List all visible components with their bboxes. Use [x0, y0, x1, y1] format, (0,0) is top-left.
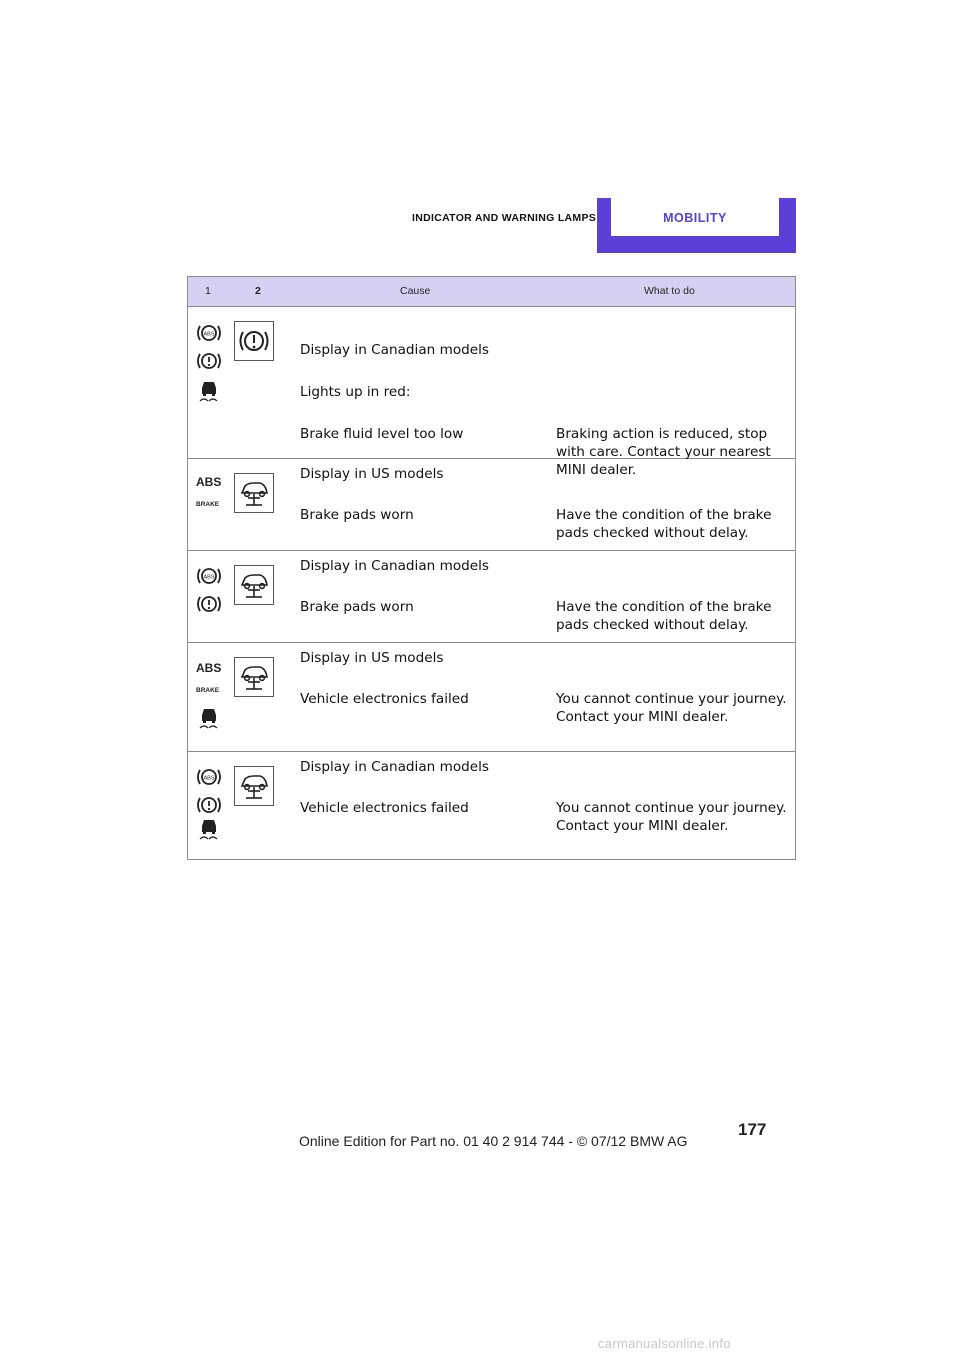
car-lift-icon: [234, 565, 274, 605]
row-subtitle: Lights up in red:: [300, 384, 411, 400]
abs-text-icon: ABS: [196, 475, 222, 489]
table-header: [188, 277, 795, 307]
row-region: Display in Canadian models: [300, 558, 489, 574]
car-lift-icon: [234, 657, 274, 697]
row-cause: Vehicle electronics failed: [300, 691, 469, 707]
row-cause: Brake fluid level too low: [300, 426, 464, 442]
row-cause: Brake pads worn: [300, 599, 414, 615]
row-region: Display in Canadian models: [300, 342, 489, 358]
row-region: Display in US models: [300, 650, 444, 666]
stability-control-icon: [196, 703, 222, 729]
brake-text-icon: BRAKE: [196, 501, 220, 508]
row-region: Display in Canadian models: [300, 759, 489, 775]
car-lift-icon: [234, 766, 274, 806]
abs-circle-icon: [196, 766, 222, 846]
car-lift-icon: [234, 473, 274, 513]
col-header-cause: Cause: [400, 285, 431, 297]
svg-text:ABS: ABS: [203, 574, 215, 581]
table-row: [188, 752, 795, 859]
row-cause: Vehicle electronics failed: [300, 800, 469, 816]
table-row: [188, 551, 795, 643]
row-what-to-do: Have the condition of the brake pads checked without delay.: [556, 599, 772, 633]
table-row: [188, 459, 795, 551]
row-region: Display in US models: [300, 466, 444, 482]
page-number: 177: [738, 1120, 767, 1139]
brake-text-icon: BRAKE: [196, 687, 220, 694]
indicator-icons: [196, 475, 222, 508]
row-what-to-do: You cannot continue your journey. Contact your MINI dealer.: [556, 800, 787, 834]
chapter-tab: [597, 198, 796, 253]
abs-circle-icon: [196, 565, 222, 615]
brake-warning-icon: [234, 321, 274, 361]
indicator-icons: [196, 565, 222, 619]
col-header-1: 1: [205, 285, 211, 297]
indicator-icons: [196, 661, 222, 733]
indicator-icons: [196, 322, 222, 406]
indicator-icons: [196, 766, 222, 850]
svg-text:ABS: ABS: [203, 775, 215, 782]
footer-edition: Online Edition for Part no. 01 40 2 914 744 - © 07/12 BMW AG: [299, 1133, 688, 1149]
watermark: carmanualsonline.info: [598, 1336, 731, 1351]
col-header-what-to-do: What to do: [644, 285, 695, 297]
row-what-to-do: Braking action is reduced, stop with care. Contact your nearest MINI dealer.: [556, 426, 771, 478]
abs-text-icon: ABS: [196, 661, 222, 675]
abs-circle-icon: [196, 322, 222, 402]
row-what-to-do: You cannot continue your journey. Contact your MINI dealer.: [556, 691, 787, 725]
section-title: INDICATOR AND WARNING LAMPS: [412, 212, 597, 224]
svg-text:ABS: ABS: [203, 331, 215, 338]
row-what-to-do: Have the condition of the brake pads checked without delay.: [556, 507, 772, 541]
chapter-tab-label: MOBILITY: [611, 198, 779, 236]
indicator-table: [187, 276, 796, 860]
col-header-2: 2: [255, 285, 261, 297]
row-cause: Brake pads worn: [300, 507, 414, 523]
table-row: [188, 643, 795, 752]
